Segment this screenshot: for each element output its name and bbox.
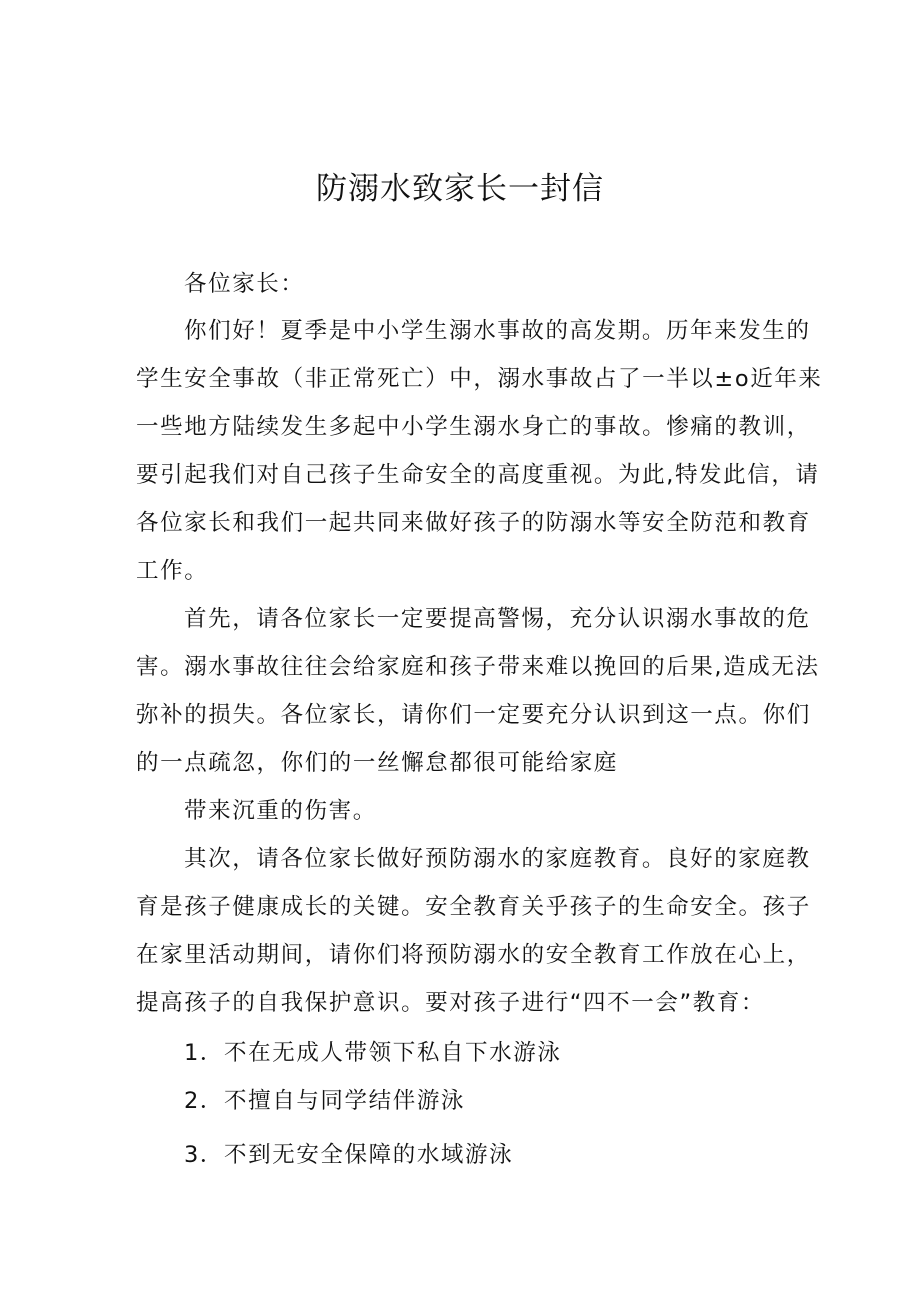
greeting: 各位家长： <box>184 271 305 297</box>
paragraph-4-line-1: 其次，请各位家长做好预防溺水的家庭教育。良好的家庭教 <box>184 846 811 872</box>
paragraph-2-line-4: 的一点疏忽，你们的一丝懈怠都很可能给家庭 <box>136 750 619 776</box>
paragraph-1-line-1: 你们好！夏季是中小学生溺水事故的高发期。历年来发生的 <box>184 318 811 344</box>
list-item-2: 2．不擅自与同学结伴游泳 <box>184 1088 466 1114</box>
paragraph-4-line-4: 提高孩子的自我保护意识。要对孩子进行“四不一会”教育： <box>136 990 766 1016</box>
paragraph-4-line-3: 在家里活动期间，请你们将预防溺水的安全教育工作放在心上， <box>136 942 811 968</box>
list-item-1: 1．不在无成人带领下私自下水游泳 <box>184 1040 562 1066</box>
list-item-3: 3．不到无安全保障的水域游泳 <box>184 1142 514 1168</box>
paragraph-2-line-3: 弥补的损失。各位家长，请你们一定要充分认识到这一点。你们 <box>136 702 811 728</box>
paragraph-1-line-5: 各位家长和我们一起共同来做好孩子的防溺水等安全防范和教育 <box>136 510 811 536</box>
paragraph-2-line-1: 首先，请各位家长一定要提高警惕，充分认识溺水事故的危 <box>184 606 811 632</box>
paragraph-1-line-3: 一些地方陆续发生多起中小学生溺水身亡的事故。惨痛的教训， <box>136 414 811 440</box>
paragraph-1-line-6: 工作。 <box>136 558 209 584</box>
paragraph-2-line-2: 害。溺水事故往往会给家庭和孩子带来难以挽回的后果,造成无法 <box>136 654 820 680</box>
paragraph-1-line-4: 要引起我们对自己孩子生命安全的高度重视。为此,特发此信，请 <box>136 462 820 488</box>
paragraph-4-line-2: 育是孩子健康成长的关键。安全教育关乎孩子的生命安全。孩子 <box>136 894 811 920</box>
paragraph-3: 带来沉重的伤害。 <box>184 798 377 824</box>
paragraph-1-line-2: 学生安全事故（非正常死亡）中，溺水事故占了一半以±o近年来 <box>136 366 823 392</box>
document-title: 防溺水致家长一封信 <box>316 171 604 207</box>
